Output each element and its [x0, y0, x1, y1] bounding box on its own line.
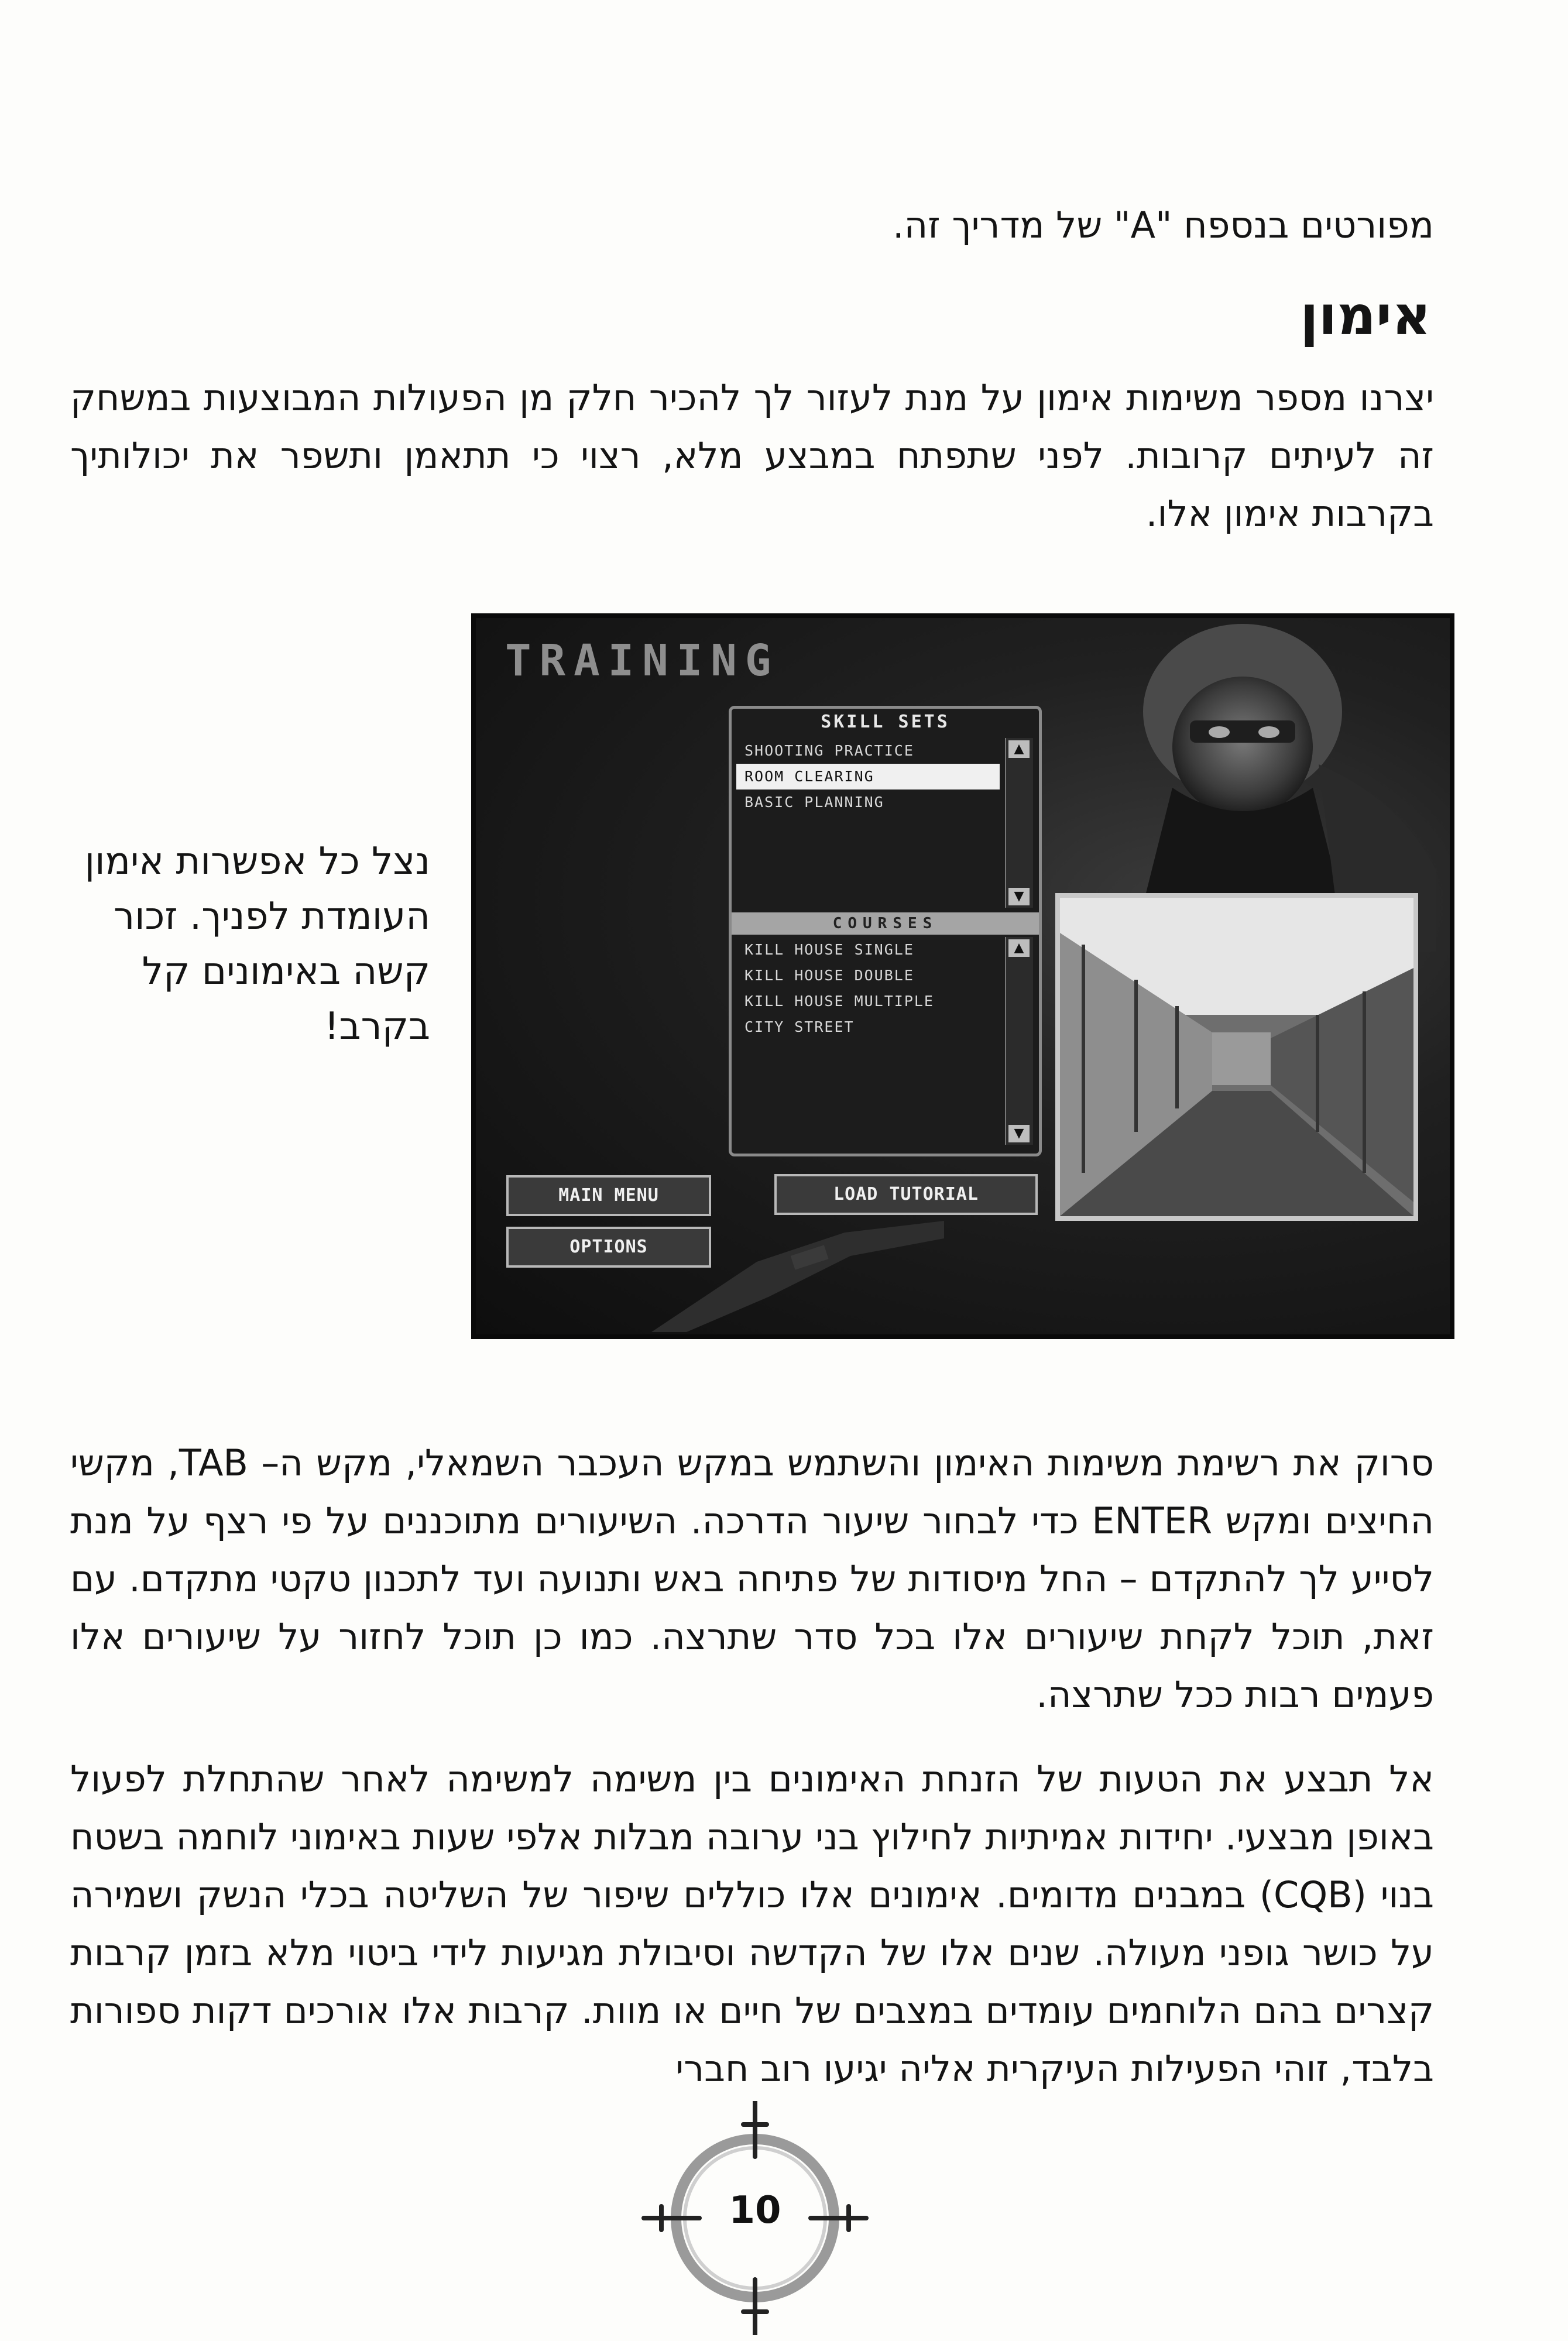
game-screenshot — [471, 613, 1454, 1339]
section-title: אימון — [1300, 284, 1431, 347]
skill-sets-panel — [729, 706, 1042, 1156]
skill-sets-header: SKILL SETS — [821, 712, 950, 732]
paragraph-controls: סרוק את רשימת משימות האימון והשתמש במקש העכבר השמאלי, מקש ה– TAB, מקשי החיצים ומקש ENTER כדי לבחור שיעור הדרכה. השיעורים מתוכננים על פי רצף על מנת לסייע לך להתקדם – החל מיסודות של פתיחה באש ותנועה ועד לתכנון טקטי מתקדם. עם זאת, תוכל לקחת שיעורים אלו בכל סדר שתרצה. כמו כן תוכל לחזור על שיעורים אלו פעמים רבות ככל שתרצה. — [70, 1441, 1435, 1716]
arrow-down-icon[interactable]: ▼ — [1008, 888, 1030, 905]
side-caption: נצל כל אפשרות אימון העומדת לפניך. זכור קשה באימונים קל בקרב! — [84, 840, 430, 1048]
intro-line: מפורטים בנספח "A" של מדריך זה. — [892, 204, 1434, 246]
arrow-down-icon[interactable]: ▼ — [1008, 1125, 1030, 1142]
list-item[interactable]: BASIC PLANNING — [744, 794, 884, 811]
paragraph-intro: יצרנו מספר משימות אימון על מנת לעזור לך להכיר חלק מן הפעולות המבוצעות במשחק זה לעיתים קרובות. לפני שתפתח במבצע מלא, רצוי כי תתאמן ותשפר את יכולותיך בקרבות אימון אלו. — [70, 376, 1434, 535]
courses-header: COURSES — [732, 912, 1039, 935]
courses-list — [736, 937, 1000, 1145]
list-item[interactable]: KILL HOUSE SINGLE — [744, 941, 914, 958]
game-screen-title: TRAINING — [505, 636, 780, 686]
arrow-up-icon[interactable]: ▲ — [1008, 740, 1030, 758]
preview-scene — [1060, 898, 1413, 1216]
main-menu-button[interactable]: MAIN MENU — [506, 1175, 711, 1216]
list-item[interactable]: SHOOTING PRACTICE — [744, 742, 914, 759]
list-item[interactable]: CITY STREET — [744, 1018, 855, 1035]
paragraph-training-advice: אל תבצע את הטעות של הזנחת האימונים בין משימה למשימה לאחר שהתחלת לפעול באופן מבצעי. יחידות אמיתיות לחילוץ בני ערובה מבלות אלפי שעות באימוני לוחמה בשטח בנוי (CQB) במבנים מדומים. אימונים אלו כוללים שיפור של השליטה בכלי הנשק ושמירה על כושר גופני מעולה. שנים אלו של הקדשה וסיבולת מגיעות לידי ביטוי מלא בזמן קרבות קצרים בהם הלוחמים עומדים במצבים של חיים או מוות. קרבות אלו אורכים דקות ספורות בלבד, זוהי הפעילות העיקרית אליה יגיעו רוב חברי — [70, 1758, 1434, 2090]
list-item[interactable]: KILL HOUSE DOUBLE — [744, 967, 914, 984]
options-button[interactable]: OPTIONS — [506, 1227, 711, 1268]
page-number: 10 — [729, 2189, 781, 2232]
list-item[interactable]: KILL HOUSE MULTIPLE — [744, 993, 934, 1010]
courses-scrollbar[interactable] — [1005, 937, 1033, 1145]
load-tutorial-button[interactable]: LOAD TUTORIAL — [774, 1174, 1038, 1215]
skill-sets-scrollbar[interactable] — [1005, 738, 1033, 908]
list-item-selected[interactable]: ROOM CLEARING — [736, 764, 1000, 790]
arrow-up-icon[interactable]: ▲ — [1008, 939, 1030, 957]
skill-sets-list — [736, 738, 1000, 908]
level-preview-image — [1055, 893, 1418, 1221]
